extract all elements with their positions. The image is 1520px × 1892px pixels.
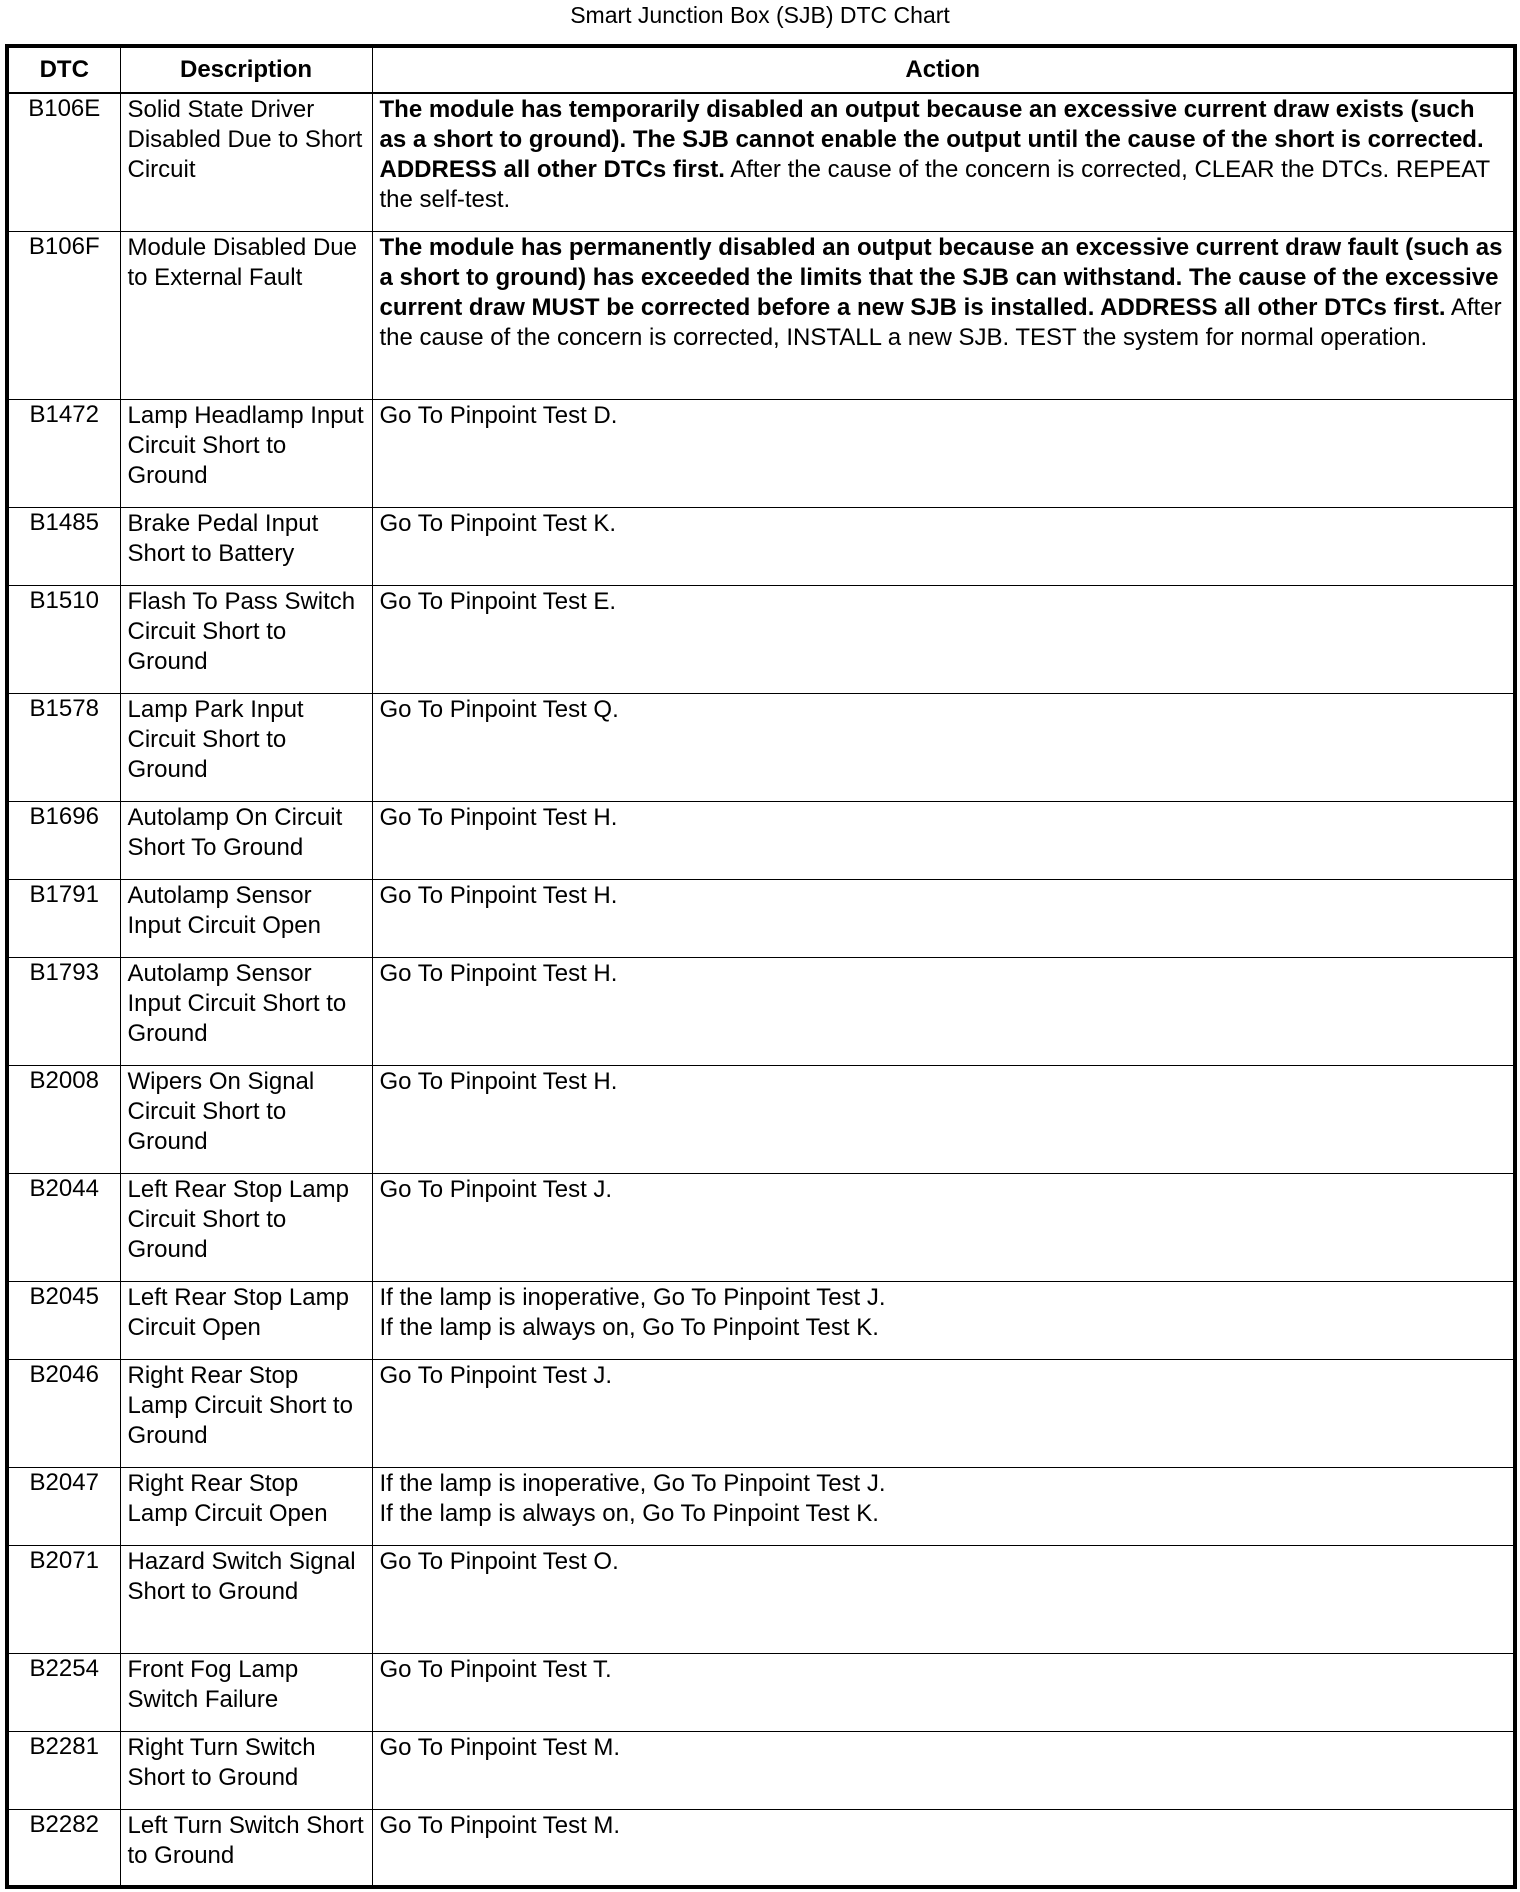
dtc-code: B1472 [7, 399, 120, 507]
dtc-code: B2045 [7, 1281, 120, 1359]
column-header-action: Action [372, 46, 1515, 93]
table-row [7, 399, 1515, 507]
dtc-description: Autolamp Sensor Input Circuit Open [120, 879, 372, 957]
dtc-action-text: After the cause of the concern is corrected, CLEAR the DTCs. REPEAT the self-test. [379, 156, 1490, 213]
column-header-description: Description [120, 46, 372, 93]
table-row [7, 93, 1515, 231]
table-row [7, 585, 1515, 693]
dtc-description: Autolamp On Circuit Short To Ground [120, 801, 372, 879]
dtc-description: Lamp Park Input Circuit Short to Ground [120, 693, 372, 801]
dtc-action: Go To Pinpoint Test E. [372, 585, 1515, 693]
dtc-description: Module Disabled Due to External Fault [120, 231, 372, 399]
table-row [7, 693, 1515, 801]
table-row [7, 1173, 1515, 1281]
dtc-description: Autolamp Sensor Input Circuit Short to Ground [120, 957, 372, 1065]
table-row [7, 957, 1515, 1065]
dtc-action-line: If the lamp is inoperative, Go To Pinpoint Test J. [379, 1283, 886, 1311]
dtc-action-emphasis: The module has temporarily disabled an output because an excessive current draw exists (such as a short to ground). The SJB cannot enable the output until the cause of the short is corrected. ADDRESS all other DTCs first. [379, 96, 1484, 183]
dtc-action: Go To Pinpoint Test H. [372, 957, 1515, 1065]
table-row [7, 1545, 1515, 1653]
dtc-description: Left Rear Stop Lamp Circuit Open [120, 1281, 372, 1359]
table-row [7, 879, 1515, 957]
table-row [7, 1653, 1515, 1731]
dtc-description: Hazard Switch Signal Short to Ground [120, 1545, 372, 1653]
dtc-action-line: If the lamp is inoperative, Go To Pinpoint Test J. [379, 1469, 886, 1497]
dtc-code: B2044 [7, 1173, 120, 1281]
dtc-action [372, 1281, 1515, 1359]
dtc-description: Right Turn Switch Short to Ground [120, 1731, 372, 1809]
dtc-action [372, 231, 1515, 399]
dtc-action-text: After the cause of the concern is corrected, INSTALL a new SJB. TEST the system for normal operation. [379, 293, 1502, 351]
dtc-table [5, 44, 1517, 1889]
dtc-description: Front Fog Lamp Switch Failure [120, 1653, 372, 1731]
dtc-description: Left Turn Switch Short to Ground [120, 1809, 372, 1887]
dtc-description: Right Rear Stop Lamp Circuit Short to Ground [120, 1359, 372, 1467]
dtc-description: Left Rear Stop Lamp Circuit Short to Ground [120, 1173, 372, 1281]
dtc-code: B2047 [7, 1467, 120, 1545]
dtc-action: Go To Pinpoint Test M. [372, 1809, 1515, 1887]
dtc-action: Go To Pinpoint Test J. [372, 1173, 1515, 1281]
dtc-code: B1510 [7, 585, 120, 693]
dtc-code: B1485 [7, 507, 120, 585]
dtc-action: Go To Pinpoint Test T. [372, 1653, 1515, 1731]
dtc-description: Brake Pedal Input Short to Battery [120, 507, 372, 585]
dtc-action-emphasis: The module has permanently disabled an output because an excessive current draw fault (such as a short to ground) has exceeded the limits that the SJB can withstand. The cause of the excessive current draw MUST be corrected before a new SJB is installed. ADDRESS all other DTCs first. [379, 233, 1503, 321]
dtc-description: Flash To Pass Switch Circuit Short to Ground [120, 585, 372, 693]
dtc-code: B1791 [7, 879, 120, 957]
dtc-code: B2046 [7, 1359, 120, 1467]
table-header-row [7, 46, 1515, 93]
table-row [7, 231, 1515, 399]
dtc-action-line: If the lamp is always on, Go To Pinpoint Test K. [379, 1313, 879, 1341]
table-row [7, 801, 1515, 879]
dtc-code: B2071 [7, 1545, 120, 1653]
table-row [7, 1467, 1515, 1545]
dtc-description: Lamp Headlamp Input Circuit Short to Ground [120, 399, 372, 507]
table-row [7, 1065, 1515, 1173]
table-row [7, 1809, 1515, 1887]
dtc-code: B2281 [7, 1731, 120, 1809]
table-row [7, 1731, 1515, 1809]
table-row [7, 1281, 1515, 1359]
dtc-code: B2282 [7, 1809, 120, 1887]
dtc-code: B106F [7, 231, 120, 399]
dtc-code: B2254 [7, 1653, 120, 1731]
dtc-description: Wipers On Signal Circuit Short to Ground [120, 1065, 372, 1173]
dtc-action [372, 93, 1515, 231]
dtc-action: Go To Pinpoint Test D. [372, 399, 1515, 507]
dtc-action: Go To Pinpoint Test H. [372, 1065, 1515, 1173]
dtc-description: Right Rear Stop Lamp Circuit Open [120, 1467, 372, 1545]
dtc-action: Go To Pinpoint Test J. [372, 1359, 1515, 1467]
dtc-action-line: If the lamp is always on, Go To Pinpoint Test K. [379, 1499, 879, 1527]
page-title: Smart Junction Box (SJB) DTC Chart [570, 2, 950, 28]
column-header-dtc: DTC [7, 46, 120, 93]
dtc-code: B1696 [7, 801, 120, 879]
table-row [7, 1359, 1515, 1467]
dtc-action: Go To Pinpoint Test O. [372, 1545, 1515, 1653]
dtc-action: Go To Pinpoint Test H. [372, 879, 1515, 957]
dtc-action [372, 1467, 1515, 1545]
dtc-code: B2008 [7, 1065, 120, 1173]
dtc-code: B1793 [7, 957, 120, 1065]
dtc-action: Go To Pinpoint Test Q. [372, 693, 1515, 801]
dtc-code: B106E [7, 93, 120, 231]
table-row [7, 507, 1515, 585]
dtc-action: Go To Pinpoint Test M. [372, 1731, 1515, 1809]
dtc-action: Go To Pinpoint Test H. [372, 801, 1515, 879]
dtc-description: Solid State Driver Disabled Due to Short Circuit [120, 93, 372, 231]
dtc-code: B1578 [7, 693, 120, 801]
dtc-action: Go To Pinpoint Test K. [372, 507, 1515, 585]
